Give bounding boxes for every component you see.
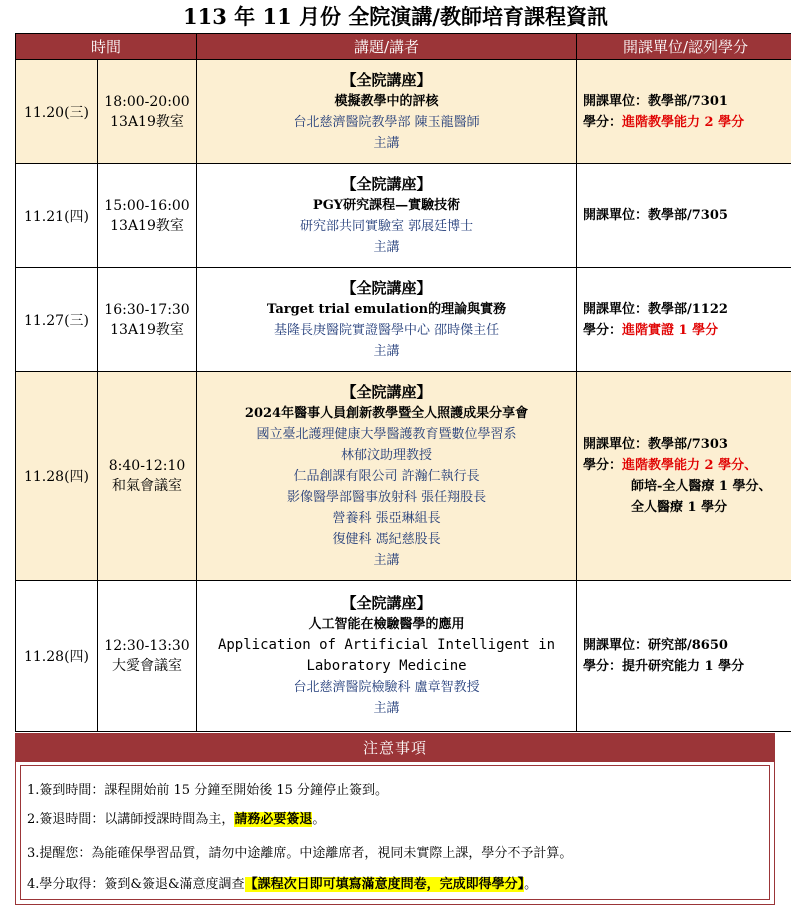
credit-value: 進階教學能力 2 學分、 xyxy=(622,458,758,473)
room: 13A19教室 xyxy=(110,217,184,234)
unit-cell xyxy=(577,164,791,268)
note-4-highlight: 【課程次日即可填寫滿意度問卷，完成即得學分】 xyxy=(244,877,525,892)
table-row xyxy=(16,268,791,372)
time-cell xyxy=(98,372,197,581)
lecture-title-en: Laboratory Medicine xyxy=(306,658,467,674)
time-cell xyxy=(98,164,197,268)
note-4-end: 。 xyxy=(524,877,538,892)
speaker: 林郁汶助理教授 xyxy=(341,447,433,463)
header-topic: 講題/講者 xyxy=(197,34,577,60)
time-range: 8:40-12:10 xyxy=(108,458,186,474)
credit-label: 學分： xyxy=(583,322,623,338)
speaker-role: 主講 xyxy=(373,701,400,716)
lecture-kind: 【全院講座】 xyxy=(341,382,432,401)
header-unit: 開課單位/認列學分 xyxy=(577,34,791,60)
topic-cell xyxy=(197,60,577,164)
speaker: 台北慈濟醫院教學部 陳玉龍醫師 xyxy=(293,114,480,130)
note-2-highlight: 請務必要簽退 xyxy=(234,812,313,827)
speaker: 研究部共同實驗室 郭展廷博士 xyxy=(299,218,474,234)
credit-line: 學分：提升研究能力 1 學分 xyxy=(583,659,745,674)
time-range: 16:30-17:30 xyxy=(104,301,190,318)
speaker: 國立臺北護理健康大學醫護教育暨數位學習系 xyxy=(256,426,517,442)
table-row xyxy=(16,60,791,164)
speaker: 營養科 張亞琳組長 xyxy=(332,510,441,526)
unit-cell xyxy=(577,372,791,581)
unit-cell xyxy=(577,60,791,164)
topic-cell xyxy=(197,268,577,372)
note-3: 3.提醒您：為能確保學習品質，請勿中途離席。中途離席者，視同未實際上課，學分不予計算。 xyxy=(27,846,573,861)
credit-value: 進階教學能力 2 學分 xyxy=(622,114,745,130)
time-range: 18:00-20:00 xyxy=(104,93,190,110)
page-title: 113 年 11 月份 全院演講/教師培育課程資訊 xyxy=(183,4,608,29)
speaker: 復健科 馮紀慈股長 xyxy=(332,531,441,547)
note-1: 1.簽到時間：課程開始前 15 分鐘至開始後 15 分鐘停止簽到。 xyxy=(27,783,389,798)
speaker: 台北慈濟醫院檢驗科 盧章智教授 xyxy=(293,680,480,695)
unit-label: 開課單位：研究部/8650 xyxy=(583,638,728,653)
room: 和氣會議室 xyxy=(112,478,182,494)
schedule-table xyxy=(15,33,791,732)
header-time: 時間 xyxy=(16,34,197,60)
credit-label: 學分： xyxy=(583,114,623,130)
lecture-title: Target trial emulation的理論與實務 xyxy=(266,301,507,317)
unit-label: 開課單位：教學部/7303 xyxy=(583,437,728,452)
date-cell: 11.28(四) xyxy=(16,581,98,732)
credit-line xyxy=(583,320,791,341)
room: 大愛會議室 xyxy=(112,658,182,674)
lecture-title: 2024年醫事人員創新教學暨全人照護成果分享會 xyxy=(244,405,529,421)
topic-cell xyxy=(197,581,577,732)
time-range: 12:30-13:30 xyxy=(104,638,190,654)
topic-cell xyxy=(197,372,577,581)
speaker-role: 主講 xyxy=(373,552,400,568)
notes-heading: 注意事項 xyxy=(16,734,774,762)
topic-cell xyxy=(197,164,577,268)
date-cell: 11.28(四) xyxy=(16,372,98,581)
speaker-role: 主講 xyxy=(373,343,400,359)
table-row xyxy=(16,164,791,268)
table-row xyxy=(16,581,791,732)
unit-label: 開課單位：教學部/1122 xyxy=(583,301,728,317)
time-cell xyxy=(98,581,197,732)
lecture-kind: 【全院講座】 xyxy=(341,70,432,89)
unit-cell xyxy=(577,268,791,372)
notes-panel xyxy=(15,733,775,905)
lecture-kind: 【全院講座】 xyxy=(341,174,432,193)
table-row xyxy=(16,372,791,581)
room: 13A19教室 xyxy=(110,321,184,338)
unit-cell xyxy=(577,581,791,732)
lecture-title: PGY研究課程—實驗技術 xyxy=(312,197,461,213)
lecture-kind: 【全院講座】 xyxy=(341,278,432,297)
credit-extra: 師培-全人醫療 1 學分、 xyxy=(631,479,772,494)
date-cell: 11.20(三) xyxy=(16,60,98,164)
speaker-role: 主講 xyxy=(373,135,400,151)
note-2 xyxy=(27,810,325,830)
time-cell xyxy=(98,268,197,372)
speaker: 基隆長庚醫院實證醫學中心 邵時傑主任 xyxy=(273,322,500,338)
credit-line xyxy=(583,112,791,133)
note-2-text: 2.簽退時間：以講師授課時間為主， xyxy=(27,812,235,827)
time-range: 15:00-16:00 xyxy=(104,197,190,214)
speaker-role: 主講 xyxy=(373,239,400,255)
date-cell: 11.21(四) xyxy=(16,164,98,268)
lecture-title-en: Application of Artificial Intelligent in xyxy=(217,637,556,653)
note-4-text: 4.學分取得：簽到&簽退&滿意度調查 xyxy=(27,877,245,892)
lecture-kind: 【全院講座】 xyxy=(341,594,432,612)
credit-value: 進階實證 1 學分 xyxy=(622,322,719,338)
credit-extra: 全人醫療 1 學分 xyxy=(631,500,728,515)
lecture-title: 人工智能在檢驗醫學的應用 xyxy=(308,617,465,632)
table-header-row xyxy=(16,34,791,60)
unit-label: 開課單位：教學部/7301 xyxy=(583,93,728,109)
unit-label: 開課單位：教學部/7305 xyxy=(583,208,728,223)
note-4 xyxy=(27,875,537,895)
time-cell xyxy=(98,60,197,164)
speaker: 影像醫學部醫事放射科 張任翔股長 xyxy=(286,489,487,505)
room: 13A19教室 xyxy=(110,113,184,130)
note-2-end: 。 xyxy=(312,812,326,827)
lecture-title: 模擬教學中的評核 xyxy=(334,93,439,109)
credit-label: 學分： xyxy=(583,458,623,473)
credit-line xyxy=(583,455,791,476)
notes-body xyxy=(20,765,770,900)
speaker: 仁品創課有限公司 許瀚仁執行長 xyxy=(293,468,480,484)
date-cell: 11.27(三) xyxy=(16,268,98,372)
